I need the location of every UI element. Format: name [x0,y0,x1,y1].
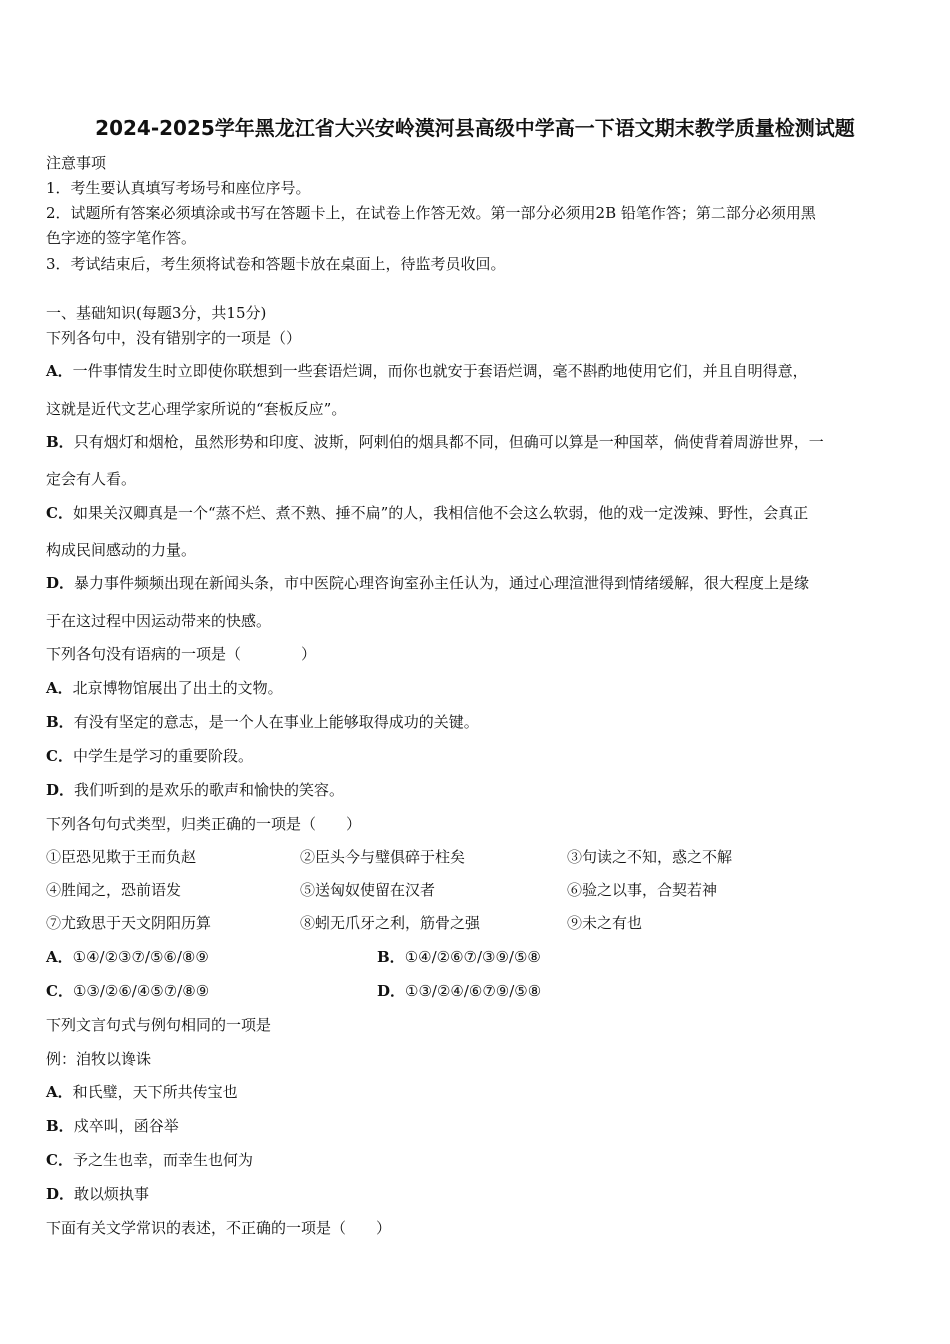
option-label: A． [46,948,73,966]
q3-option-c [46,980,209,1001]
q5-stem: 下面有关文学常识的表述，不正确的一项是（ ） [46,1219,392,1237]
option-label: C． [46,1151,73,1169]
q3-option-a [46,946,209,967]
option-text: 一件事情发生时立即使你联想到一些套语烂调，而你也就安于套语烂调，毫不斟酌地使用它们，并且自明得意， [72,362,808,380]
option-text: 和氏璧，天下所共传宝也 [72,1083,238,1101]
option-label: C． [46,747,73,765]
option-text: 有没有坚定的意志，是一个人在事业上能够取得成功的关键。 [73,713,479,731]
q4-example: 例：洎牧以谗诛 [46,1050,152,1068]
option-text: ①③/②④/⑥⑦⑨/⑤⑧ [405,982,542,1000]
q2-option-b [46,711,479,732]
option-text: 北京博物馆展出了出土的文物。 [72,679,283,697]
option-text: 敢以烦执事 [74,1185,150,1203]
q4-stem: 下列文言句式与例句相同的一项是 [46,1016,272,1034]
option-text: 暴力事件频频出现在新闻头条，市中医院心理咨询室孙主任认为，通过心理渲泄得到情绪缓解，很大程度上是缘 [74,574,810,592]
q3-item-6: ⑥验之以事，合契若神 [567,881,718,899]
q1-option-b-cont: 定会有人看。 [46,470,137,488]
q4-option-b [46,1115,179,1136]
q3-item-4: ④胜闻之，恐前语发 [46,881,182,899]
option-label: B． [46,1117,74,1135]
option-text: 中学生是学习的重要阶段。 [72,747,253,765]
option-text: 我们听到的是欢乐的歌声和愉快的笑容。 [74,781,345,799]
q3-item-8: ⑧蚓无爪牙之利，筋骨之强 [300,914,481,932]
q4-option-c [46,1149,253,1170]
option-label: D． [46,781,75,799]
option-label: C． [46,982,73,1000]
q3-item-9: ⑨未之有也 [567,914,643,932]
q3-item-1: ①臣恐见欺于王而负赵 [46,848,197,866]
q3-item-7: ⑦尤致思于天文阴阳历算 [46,914,212,932]
option-label: D． [377,982,406,1000]
option-text: 予之生也幸，而幸生也何为 [72,1151,253,1169]
option-text: 如果关汉卿真是一个“蒸不烂、煮不熟、捶不扁”的人，我相信他不会这么软弱，他的戏一定泼辣、野性，会真正 [72,504,809,522]
option-label: B． [377,948,405,966]
option-label: D． [46,574,75,592]
q2-option-c [46,745,253,766]
q3-item-2: ②臣头今与璧俱碎于柱矣 [300,848,466,866]
notice-item-3: 3．考试结束后，考生须将试卷和答题卡放在桌面上，待监考员收回。 [46,255,506,273]
option-text: ①④/②③⑦/⑤⑥/⑧⑨ [72,948,209,966]
option-label: A． [46,362,73,380]
option-label: A． [46,1083,73,1101]
q1-option-b [46,431,824,452]
q1-stem: 下列各句中，没有错别字的一项是（） [46,329,302,347]
q1-option-d [46,572,809,593]
q2-option-d [46,779,344,800]
q2-stem: 下列各句没有语病的一项是（ ） [46,645,317,663]
q3-item-3: ③句读之不知，惑之不解 [567,848,733,866]
q1-option-d-cont: 于在这过程中因运动带来的快感。 [46,612,272,630]
q3-item-5: ⑤送匈奴使留在汉者 [300,881,436,899]
option-label: B． [46,713,74,731]
q1-option-a-cont: 这就是近代文艺心理学家所说的“套板反应”。 [46,400,347,418]
option-text: 戍卒叫，函谷举 [73,1117,179,1135]
option-text: ①④/②⑥⑦/③⑨/⑤⑧ [404,948,541,966]
q1-option-a [46,360,808,381]
section-heading: 一、基础知识(每题3分，共15分) [46,304,267,322]
option-text: ①③/②⑥/④⑤⑦/⑧⑨ [72,982,210,1000]
option-label: D． [46,1185,75,1203]
option-label: A． [46,679,73,697]
page-title: 2024-2025学年黑龙江省大兴安岭漠河县高级中学高一下语文期末教学质量检测试题 [95,116,855,140]
q3-option-d [377,980,541,1001]
q4-option-d [46,1183,149,1204]
notice-item-2: 2．试题所有答案必须填涂或书写在答题卡上，在试卷上作答无效。第一部分必须用2B 铅笔作答；第二部分必须用黑 [46,204,816,222]
option-label: B． [46,433,74,451]
option-text: 只有烟灯和烟枪，虽然形势和印度、波斯，阿剌伯的烟具都不同，但确可以算是一种国萃，倘使背着周游世界，一 [73,433,824,451]
notice-item-2-cont: 色字迹的签字笔作答。 [46,229,197,247]
q3-option-b [377,946,541,967]
q1-option-c-cont: 构成民间感动的力量。 [46,541,197,559]
notice-heading: 注意事项 [46,154,107,172]
q3-stem: 下列各句句式类型，归类正确的一项是（ ） [46,815,362,833]
option-label: C． [46,504,73,522]
q1-option-c [46,502,808,523]
q2-option-a [46,677,283,698]
notice-item-1: 1．考生要认真填写考场号和座位序号。 [46,179,311,197]
q4-option-a [46,1081,238,1102]
